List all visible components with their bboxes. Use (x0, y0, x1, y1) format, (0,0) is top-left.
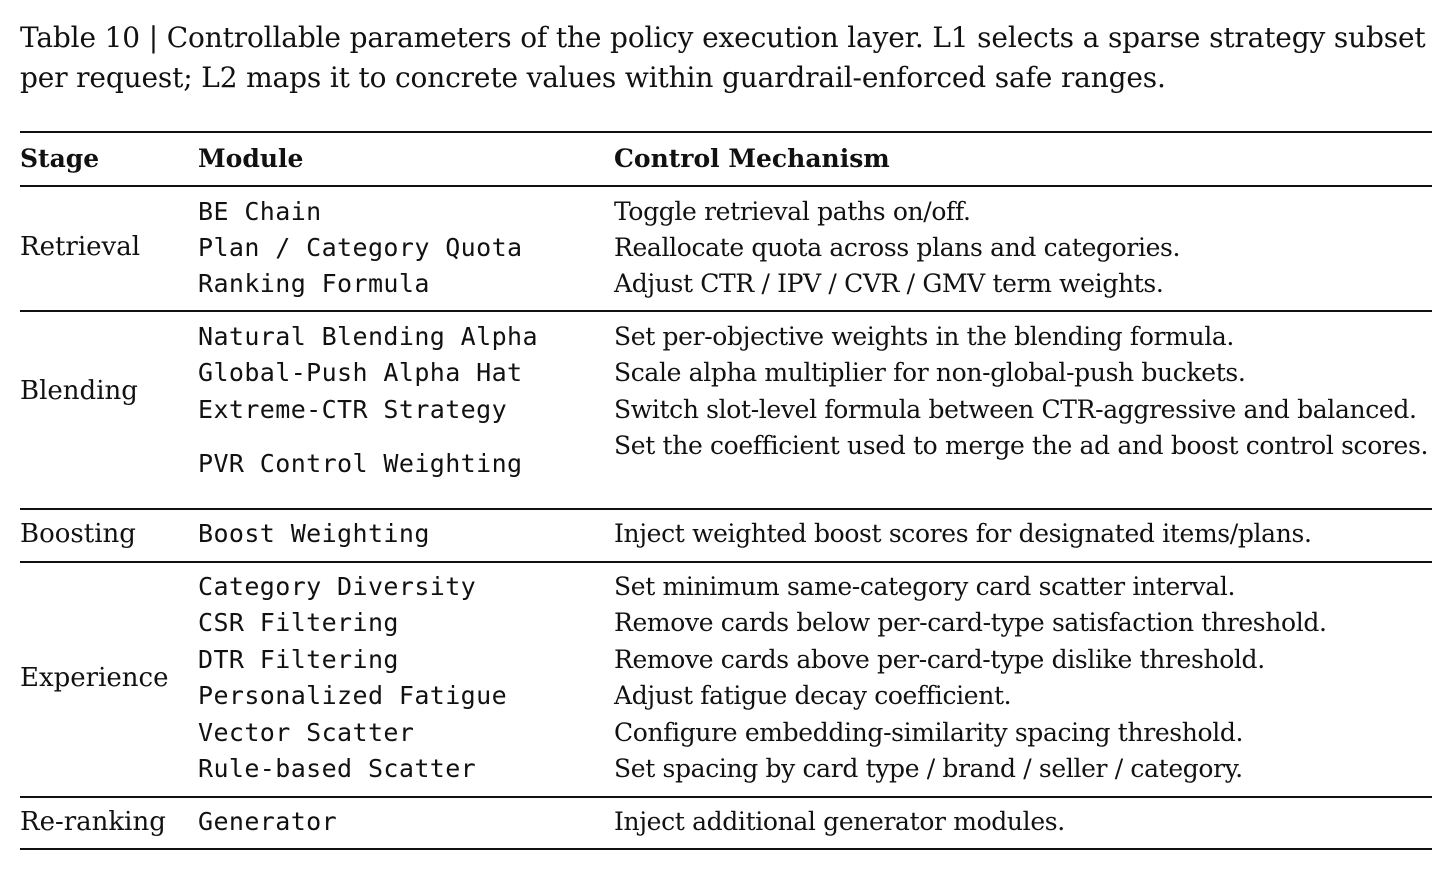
table-caption: Table 10 | Controllable parameters of the policy execution layer. L1 selects a sparse strategy subset per request; L2 maps it to concrete values within guardrail-enforced safe ranges. (20, 21, 1426, 94)
control-global-push-alpha-hat: Scale alpha multiplier for non-global-push buckets. (614, 358, 1246, 387)
stage-blending: Blending (20, 376, 138, 406)
header-stage: Stage (20, 144, 100, 173)
control-category-diversity: Set minimum same-category card scatter interval. (614, 572, 1236, 601)
module-be-chain: BE Chain (198, 197, 322, 226)
group-rule-retrieval (20, 310, 1432, 312)
header-control-mechanism: Control Mechanism (614, 144, 890, 173)
control-boost-weighting: Inject weighted boost scores for designated items/plans. (614, 519, 1312, 548)
module-pvr-control-weighting: PVR Control Weighting (198, 449, 523, 478)
control-pvr-control-weighting: Set the coefficient used to merge the ad and boost control scores. (614, 431, 1429, 460)
control-csr-filtering: Remove cards below per-card-type satisfaction threshold. (614, 608, 1327, 637)
module-ranking-formula: Ranking Formula (198, 269, 430, 298)
stage-retrieval: Retrieval (20, 232, 141, 262)
control-vector-scatter: Configure embedding-similarity spacing threshold. (614, 718, 1244, 747)
module-vector-scatter: Vector Scatter (198, 718, 415, 747)
control-generator: Inject additional generator modules. (614, 807, 1065, 836)
stage-re-ranking: Re-ranking (20, 807, 166, 837)
control-personalized-fatigue: Adjust fatigue decay coefficient. (614, 681, 1012, 710)
bottom-rule (20, 848, 1432, 850)
module-personalized-fatigue: Personalized Fatigue (198, 681, 508, 710)
control-extreme-ctr-strategy: Switch slot-level formula between CTR-aggressive and balanced. (614, 395, 1417, 424)
control-rule-based-scatter: Set spacing by card type / brand / seller / category. (614, 754, 1243, 783)
control-be-chain: Toggle retrieval paths on/off. (614, 197, 971, 226)
group-rule-boosting (20, 561, 1432, 563)
header-rule (20, 185, 1432, 187)
group-rule-experience (20, 796, 1432, 798)
control-plan-category-quota: Reallocate quota across plans and categories. (614, 233, 1181, 262)
stage-boosting: Boosting (20, 519, 136, 549)
control-ranking-formula: Adjust CTR / IPV / CVR / GMV term weights. (614, 269, 1164, 298)
control-dtr-filtering: Remove cards above per-card-type dislike threshold. (614, 645, 1265, 674)
module-category-diversity: Category Diversity (198, 572, 477, 601)
module-generator: Generator (198, 807, 338, 836)
group-rule-blending (20, 508, 1432, 510)
top-rule (20, 131, 1432, 133)
stage-experience: Experience (20, 663, 169, 693)
module-rule-based-scatter: Rule-based Scatter (198, 754, 477, 783)
control-natural-blending-alpha: Set per-objective weights in the blending formula. (614, 322, 1235, 351)
module-csr-filtering: CSR Filtering (198, 608, 399, 637)
module-global-push-alpha-hat: Global-Push Alpha Hat (198, 358, 523, 387)
module-natural-blending-alpha: Natural Blending Alpha (198, 322, 538, 351)
module-boost-weighting: Boost Weighting (198, 519, 430, 548)
module-extreme-ctr-strategy: Extreme-CTR Strategy (198, 395, 508, 424)
header-module: Module (198, 144, 304, 173)
module-plan-category-quota: Plan / Category Quota (198, 233, 523, 262)
module-dtr-filtering: DTR Filtering (198, 645, 399, 674)
